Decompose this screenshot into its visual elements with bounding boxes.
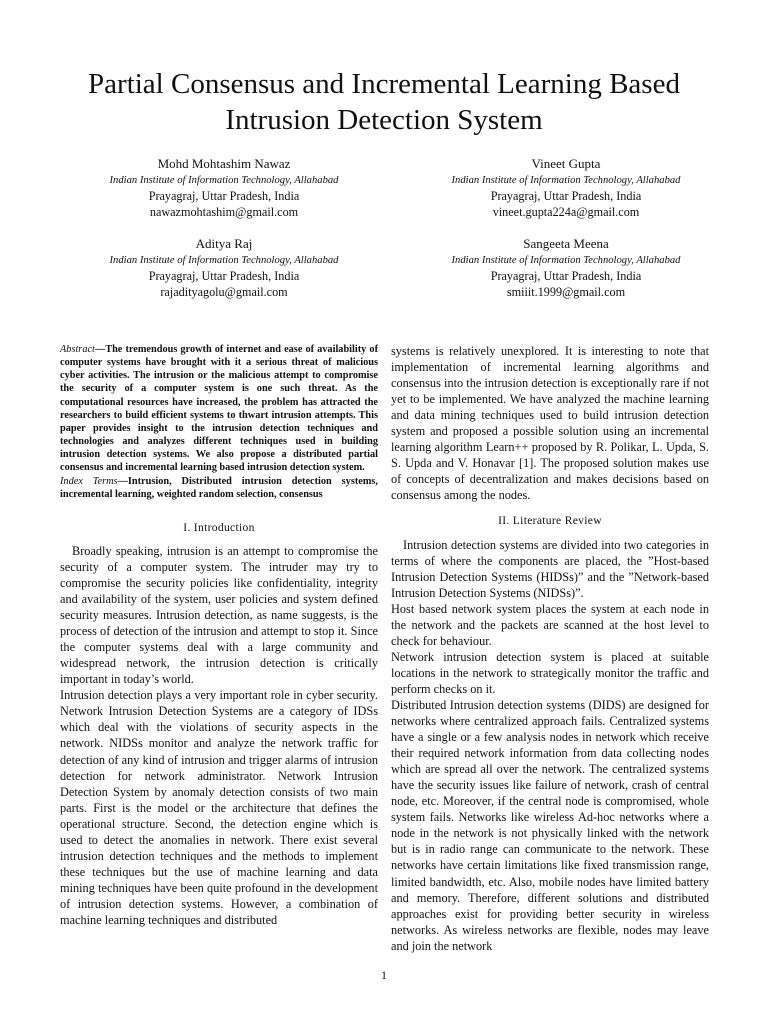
- author-name: Aditya Raj: [195, 236, 253, 251]
- author-name: Sangeeta Meena: [523, 236, 609, 251]
- paragraph: Network intrusion detection system is placed at suitable locations in the network to strategically monitor the traffic and perform checks on it.: [391, 649, 709, 696]
- section-heading-literature-review: II. Literature Review: [498, 514, 602, 528]
- abstract: [60, 343, 378, 475]
- author-affiliation: Indian Institute of Information Technology, Allahabad: [451, 175, 681, 186]
- paragraph: Distributed Intrusion detection systems (DIDS) are designed for networks where centralized approach fails. Centralized systems have a single or a few analysis nodes in network which receive their required network information from data collecting nodes which are spread all over the network. The centralized systems have the security issues like failure of network, crash of central node, etc. Moreover, if the central node is compromised, whole system fails. Networks like wireless Ad-hoc networks where a node in the network is not physically linked with the network but is in radio range can communicate to the network. These networks have certain limitations like fixed transmission range, limited bandwidth, etc. Also, mobile nodes have limited battery and memory. Therefore, different solutions and distributed approaches exist for providing better security in wireless networks. As wireless networks are flexible, nodes may leave and join the network: [391, 697, 709, 953]
- author-name: Mohd Mohtashim Nawaz: [157, 156, 291, 171]
- abstract-text: —The tremendous growth of internet and ease of availability of computer systems have brought with it a serious threat of malicious cyber activities. The intrusion or the malicious attempt to compromise the security of a computer system is one such threat. As the computational resources have increased, the problem has attracted the researchers to build efficient systems to thwart intrusion attempts. This paper provides insight to the intrusion detection techniques and technologies and analyzes different techniques used in building intrusion detection systems. We also propose a distributed partial consensus and incremental learning based intrusion detection system.: [60, 344, 378, 474]
- index-terms-lead: Index Terms: [60, 475, 118, 487]
- author-location: Prayagraj, Uttar Pradesh, India: [490, 269, 642, 283]
- index-terms: [60, 475, 378, 501]
- author-block-2: [396, 155, 736, 220]
- paragraph: systems is relatively unexplored. It is interesting to note that implementation of incremental learning algorithms and consensus into the intrusion detection is exceptionally rare if not yet to be implemented. We have analyzed the machine learning and data mining techniques used to build intrusion detection system and proposed a possible solution using an incremental learning algorithm Learn++ proposed by R. Polikar, L. Upda, S. S. Upda and V. Honavar [1]. The proposed solution makes use of concepts of decentralization and makes decisions based on consensus among the nodes.: [391, 344, 709, 503]
- author-email: nawazmohtashim@gmail.com: [149, 205, 299, 219]
- paragraph: Host based network system places the system at each node in the network and the packets are scanned at the host level to check for behaviour.: [391, 601, 709, 648]
- author-block-4: [396, 235, 736, 300]
- author-email: smiiit.1999@gmail.com: [506, 285, 626, 299]
- left-column: [60, 343, 378, 928]
- index-terms-text: —Intrusion, Distributed intrusion detection systems, incremental learning, weighted random selection, consensus: [60, 475, 378, 500]
- author-affiliation: Indian Institute of Information Technology, Allahabad: [451, 255, 681, 266]
- author-location: Prayagraj, Uttar Pradesh, India: [148, 189, 300, 203]
- author-affiliation: Indian Institute of Information Technology, Allahabad: [109, 255, 339, 266]
- author-block-1: [54, 155, 394, 220]
- author-affiliation: Indian Institute of Information Technology, Allahabad: [109, 175, 339, 186]
- author-name: Vineet Gupta: [531, 156, 601, 171]
- title-line-2: Intrusion Detection System: [225, 104, 543, 136]
- paragraph: Broadly speaking, intrusion is an attempt to compromise the security of a computer system. The intruder may try to compromise the security policies like confidentiality, integrity and availability of the system, user policies and system defined security measures. Intrusion detection, as name suggests, is the process of detection of the intrusion and attempt to stop it. Since the computer systems deal with a large community and widespread network, the intrusion detection is critically important in today’s world.: [60, 543, 378, 687]
- paper-title: [40, 66, 728, 138]
- title-line-1: Partial Consensus and Incremental Learning Based: [88, 68, 680, 100]
- paragraph: Intrusion detection systems are divided into two categories in terms of where the components are placed, the ”Host-based Intrusion Detection Systems (HIDSs)” and the ”Network-based Intrusion Detection Systems (NIDSs)”.: [391, 537, 709, 600]
- right-column: [391, 343, 709, 954]
- paragraph: Intrusion detection plays a very important role in cyber security. Network Intrusion Detection Systems are a category of IDSs which deal with the violations of security aspects in the network. NIDSs monitor and analyze the network traffic for detection of any kind of intrusion and trigger alarms of intrusion detection for network administrator. Network Intrusion Detection System by anomaly detection consists of two main parts. First is the model or the architecture that defines the operational structure. Second, the detection engine which is used to detect the anomalies in network. There exist several intrusion detection techniques and the methods to implement these techniques but the use of machine learning and data mining techniques have been quite profound in the development of intrusion detection systems. However, a combination of machine learning techniques and distributed: [60, 688, 378, 927]
- author-location: Prayagraj, Uttar Pradesh, India: [490, 189, 642, 203]
- abstract-lead: Abstract: [60, 344, 95, 355]
- author-block-3: [54, 235, 394, 300]
- author-email: vineet.gupta224a@gmail.com: [492, 205, 640, 219]
- author-email: rajadityagolu@gmail.com: [160, 285, 288, 299]
- section-heading-introduction: I. Introduction: [183, 520, 255, 534]
- author-location: Prayagraj, Uttar Pradesh, India: [148, 269, 300, 283]
- page-number: 1: [381, 968, 387, 982]
